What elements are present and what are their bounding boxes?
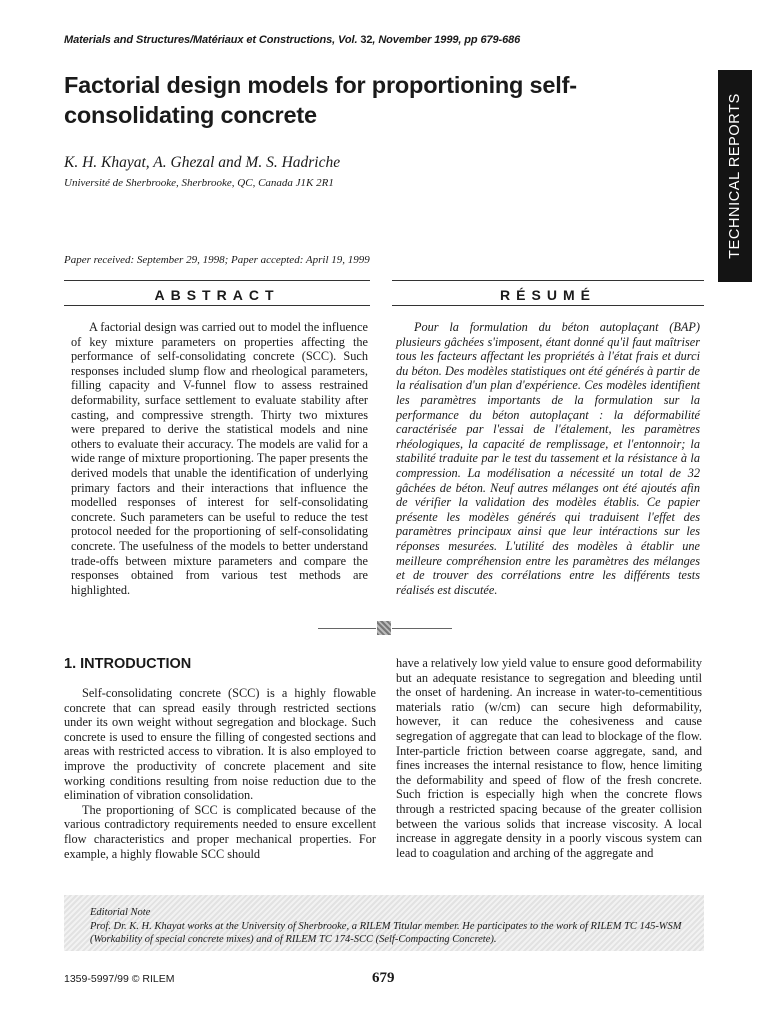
section-tab-label: TECHNICAL REPORTS [727,93,743,259]
introduction-heading: 1. INTRODUCTION [64,656,192,672]
intro-paragraph-2: The proportioning of SCC is complicated because of the various contradictory requirements needed to ensure excellent flow characteristics and proper mechanical properties. For example, a highly flowable SCC should [64,802,376,861]
volume-number: 32 [360,34,373,46]
section-tab [718,70,752,282]
abstract-text: A factorial design was carried out to model the influence of key mixture parameters on properties affecting the performance of self-consolidating concrete (SCC). Such responses included slump flow and rheological parameters, filling capacity and V-funnel flow to assess restrained deformability, surface settlement to evaluate stability after casting, and compressive strength. Thirty two mixtures were prepared to derive the statistical models and nine others to evaluate their accuracy. The models are valid for a wide range of mixture proportioning. The paper presents the derived models that unable the identification of underlying primary factors and their interactions that influence the modelled responses of interest for self-consolidating concrete. Such parameters can be useful to reduce the test protocol needed for the proportioning of self-consolidating concrete. The usefulness of the models to better understand trade-offs between mixture parameters and compare the responses obtained from various test methods are highlighted. [71,320,368,597]
separator-line-right [392,628,452,629]
abstract-heading: ABSTRACT [154,287,280,303]
resume-top-rule [392,280,704,281]
authors: K. H. Khayat, A. Ghezal and M. S. Hadriche [64,154,341,171]
editorial-note-title: Editorial Note [90,907,151,918]
resume-bottom-rule [392,305,704,306]
abstract-bottom-rule [64,305,370,306]
intro-paragraph-3: have a relatively low yield value to ensure good deformability but an adequate resistance to segregation and bleeding until the onset of hardening. An increase in water-to-cementitious materials ratio (w/cm) can secure high deformability, however, it can reduce the cohesiveness and cause segregation of aggregate that can lead to blockage of the flow. Inter-particle friction between coarse aggregate, sand, and fines increases the internal resistance to flow, hence limiting the deformability and speed of flow of the fresh concrete. Such friction is especially high when the concrete flows through a restricted spacing because of the greater collision between the various solids that increase viscosity. A local increase in aggregate density in a poorly viscous system can lead to coagulation and arching of the aggregate and [396,656,702,860]
journal-name: Materials and Structures/Matériaux et Constructions, Vol. [64,34,358,46]
introduction-left-column [64,686,376,861]
separator-ornament-icon [377,621,391,635]
editorial-note-text: Prof. Dr. K. H. Khayat works at the University of Sherbrooke, a RILEM Titular member. He participates to the work of RILEM TC 145-WSM (Workability of special concrete mixes) and of RILEM TC 174-SCC (Self-Compacting Concrete). [90,921,682,945]
paper-title: Factorial design models for proportioning self-consolidating concrete [64,72,577,128]
journal-header [64,34,520,46]
introduction-right-column [396,656,702,860]
intro-paragraph-1: Self-consolidating concrete (SCC) is a highly flowable concrete that can spread easily through restricted sections under its own weight without segregation and blockage. Such concrete is used to ensure the filling of congested sections and areas with restricted access to vibration. It is also employed to improve the productivity of concrete placement and site working conditions resulting from noise reduction due to the elimination of vibration consolidation. [64,686,376,803]
issn-copyright: 1359-5997/99 © RILEM [64,973,175,985]
separator-line-left [318,628,376,629]
resume-text: Pour la formulation du béton autoplaçant (BAP) plusieurs gâchées s'imposent, étant donné qu'il faut maîtriser tous les facteurs affectant les propriétés à l'état frais et durci du béton. Des modèles statistiques ont été générés à partir de la réalisation d'un plan d'expérience. Ces modèles identifient les paramètres importants de la formulation sur la performance du béton autoplaçant : la déformabilité caractérisée par l'essai de l'étalement, les paramètres rhéologiques, la capacité de remplissage, et l'entonnoir; la stabilité traduite par le test du tassement et la résistance à la compression. La modélisation a nécessité un total de 32 gâchées de béton. Neuf autres mélanges ont été ajoutés afin de vérifier la validation des modèles établis. Ce papier présente les modèles générés qui traduisent l'effet des paramètres principaux ainsi que leur intéractions sur les réponses mesurées. L'utilité des modèles à établir une meilleure compréhension entre les paramètres des mélanges et de trouver des corrélations entre les différents tests réalisés est discutée. [396,320,700,597]
resume-heading: RÉSUMÉ [500,287,596,303]
affiliation: Université de Sherbrooke, Sherbrooke, QC, Canada J1K 2R1 [64,177,334,189]
page-number: 679 [372,970,395,986]
issue-info: , November 1999, pp 679-686 [372,34,521,46]
abstract-top-rule [64,280,370,281]
received-dates: Paper received: September 29, 1998; Paper accepted: April 19, 1999 [64,254,370,266]
